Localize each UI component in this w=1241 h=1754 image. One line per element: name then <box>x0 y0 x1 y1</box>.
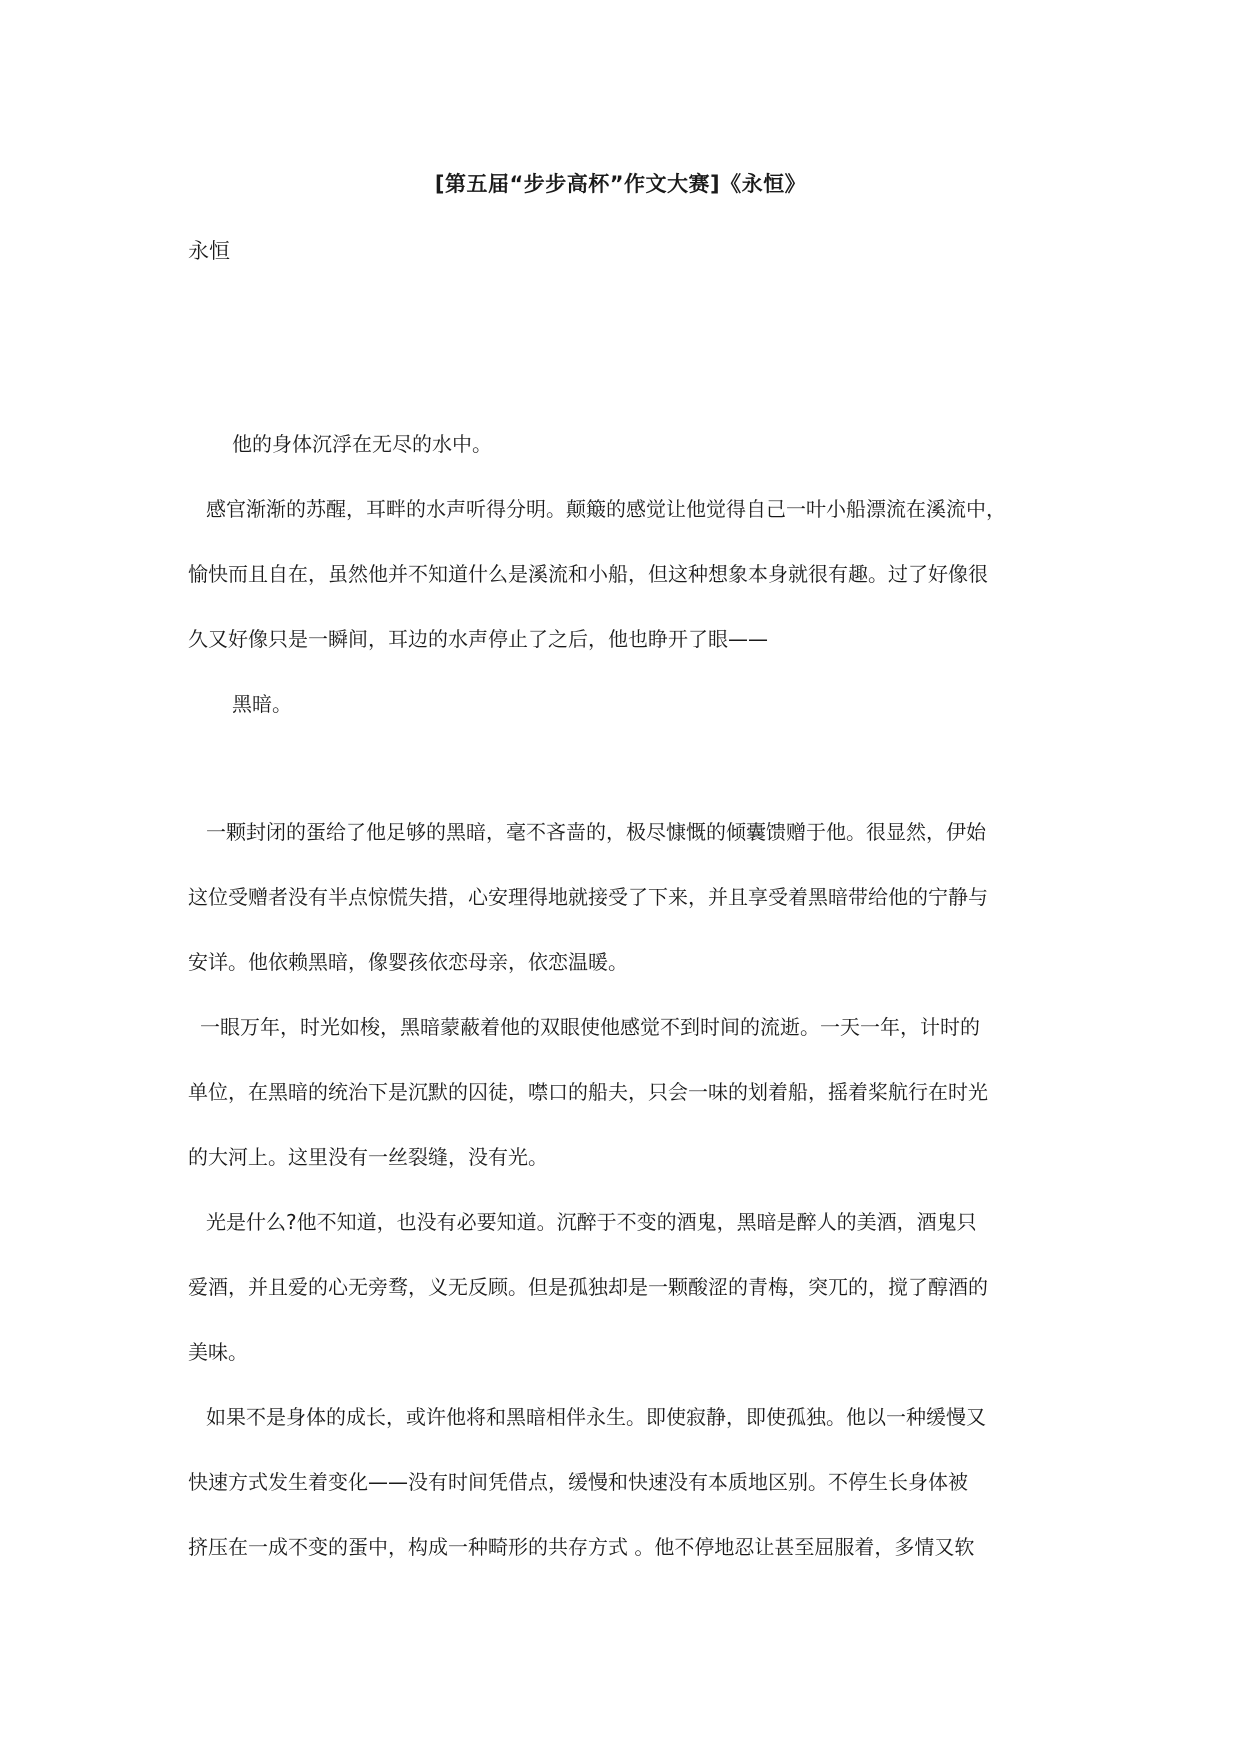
paragraph-line: 久又好像只是一瞬间，耳边的水声停止了之后，他也睁开了眼—— <box>188 627 768 651</box>
paragraph-line: 快速方式发生着变化——没有时间凭借点，缓慢和快速没有本质地区别。不停生长身体被 <box>188 1470 968 1494</box>
document-title: [第五届“步步高杯”作文大赛]《永恒》 <box>434 172 807 196</box>
paragraph-line: 安详。他依赖黑暗，像婴孩依恋母亲，依恋温暖。 <box>188 950 628 974</box>
paragraph-line: 爱酒，并且爱的心无旁骛，义无反顾。但是孤独却是一颗酸涩的青梅，突兀的，搅了醇酒的 <box>188 1275 988 1299</box>
paragraph-line: 美味。 <box>188 1340 248 1364</box>
paragraph-line: 一颗封闭的蛋给了他足够的黑暗，毫不吝啬的，极尽慷慨的倾囊馈赠于他。很显然，伊始 <box>206 820 986 844</box>
paragraph-line: 他的身体沉浮在无尽的水中。 <box>232 432 492 456</box>
paragraph-line: 挤压在一成不变的蛋中，构成一种畸形的共存方式 。他不停地忍让甚至屈服着，多情又软 <box>188 1535 975 1559</box>
paragraph-line: 单位，在黑暗的统治下是沉默的囚徒，噤口的船夫，只会一味的划着船，摇着桨航行在时光 <box>188 1080 988 1104</box>
paragraph-line: 愉快而且自在，虽然他并不知道什么是溪流和小船，但这种想象本身就很有趣。过了好像很 <box>188 562 988 586</box>
paragraph-line: 一眼万年，时光如梭，黑暗蒙蔽着他的双眼使他感觉不到时间的流逝。一天一年，计时的 <box>200 1015 980 1039</box>
paragraph-line: 光是什么?他不知道，也没有必要知道。沉醉于不变的酒鬼，黑暗是醉人的美酒，酒鬼只 <box>206 1210 977 1234</box>
paragraph-line: 如果不是身体的成长，或许他将和黑暗相伴永生。即使寂静，即使孤独。他以一种缓慢又 <box>206 1405 986 1429</box>
paragraph-line: 黑暗。 <box>232 692 292 716</box>
paragraph-line: 感官渐渐的苏醒，耳畔的水声听得分明。颠簸的感觉让他觉得自己一叶小船漂流在溪流中， <box>206 497 1006 521</box>
paragraph-line: 的大河上。这里没有一丝裂缝，没有光。 <box>188 1145 548 1169</box>
paragraph-line: 这位受赠者没有半点惊慌失措，心安理得地就接受了下来，并且享受着黑暗带给他的宁静与 <box>188 885 988 909</box>
document-subtitle: 永恒 <box>188 239 230 263</box>
